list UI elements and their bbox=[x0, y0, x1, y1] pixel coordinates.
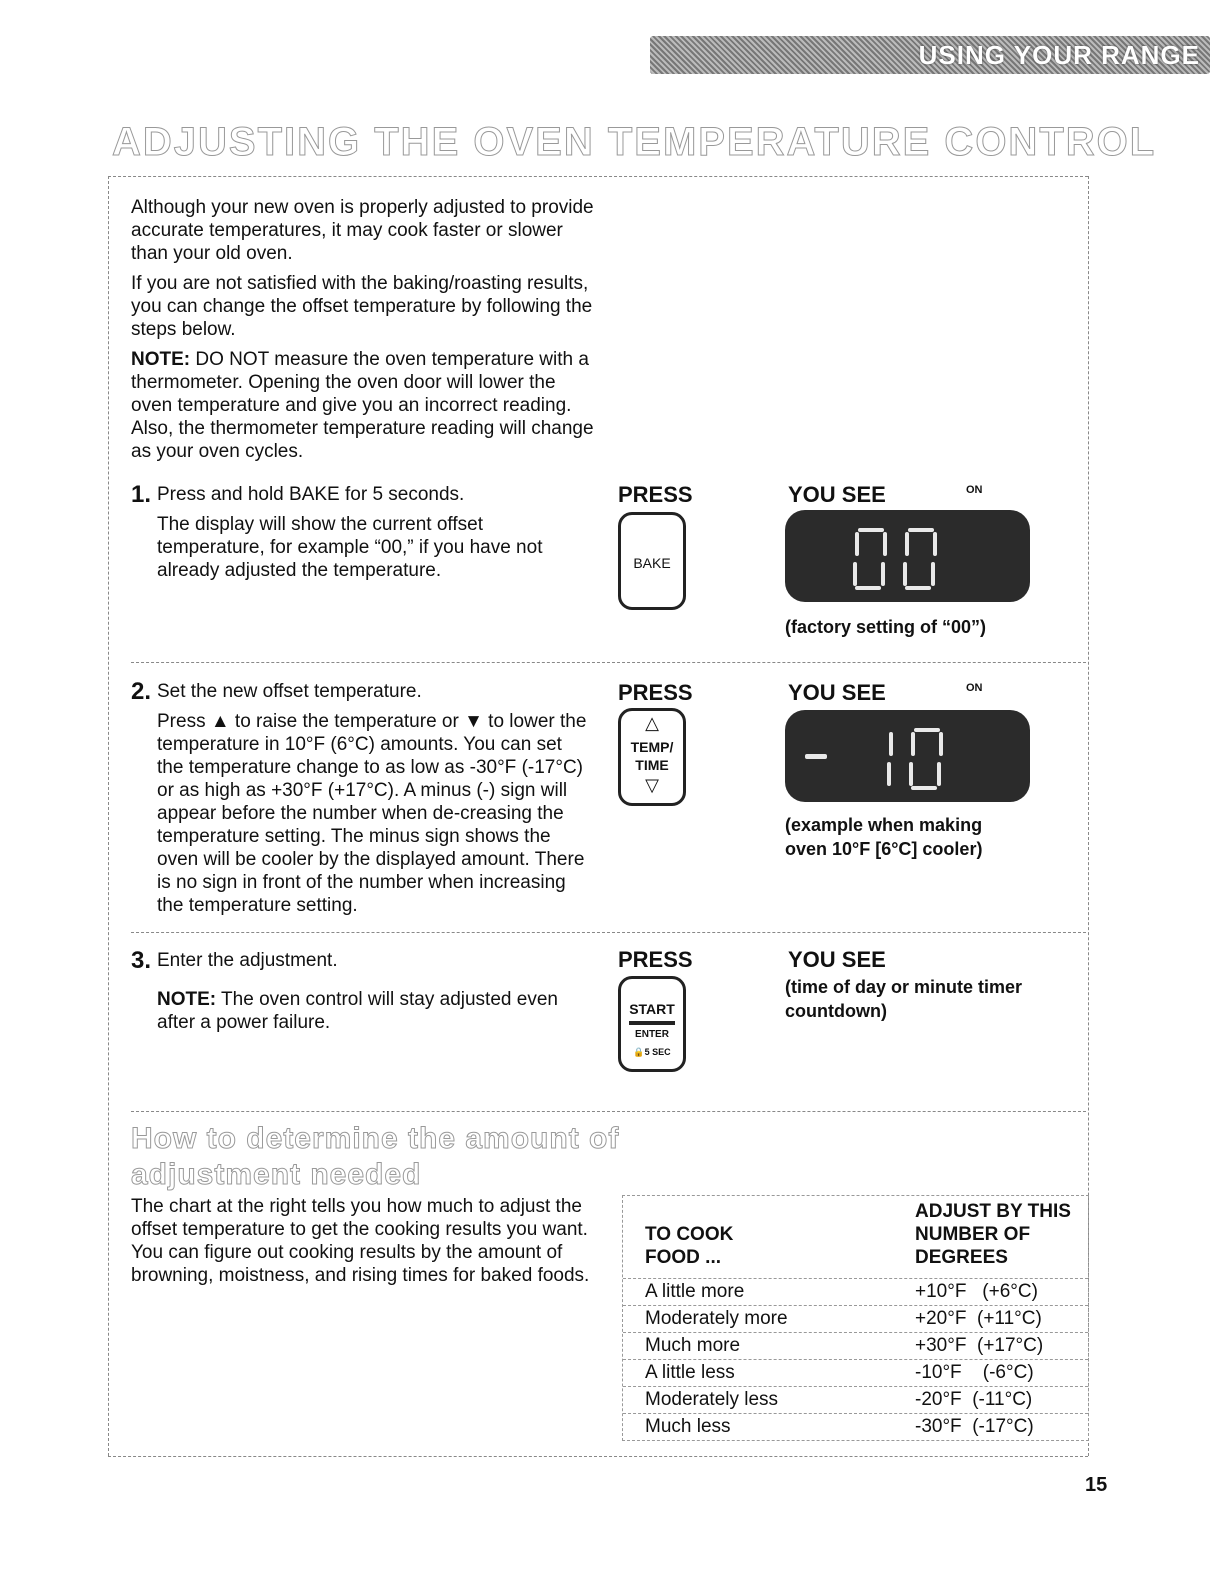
step-3-caption: (time of day or minute timer countdown) bbox=[785, 977, 1023, 1021]
note-text: DO NOT measure the oven temperature with a thermometer. Opening the oven door will lower the oven temperature and give you an incorrect reading. Also, the thermometer temperature reading will change as your oven cycles. bbox=[131, 349, 594, 462]
page-number: 15 bbox=[1085, 1474, 1108, 1496]
step-2-heading: Set the new offset temperature. bbox=[157, 681, 422, 702]
step-1-press-label: PRESS bbox=[618, 482, 693, 507]
step-2-body: Press ▲ to raise the temperature or ▼ to lower the temperature in 10°F (6°C) amounts. You can set the temperature change to as low as -30°F (-17°C) or as high as +30°F (+17°C). A minus (-) sign will appear before the number when de-creasing the temperature setting. The minus sign shows the oven will be cooler by the displayed amount. There is no sign in front of the number when increasing the temperature setting. bbox=[157, 711, 587, 916]
step-2-you-see-label: YOU SEE bbox=[788, 680, 886, 705]
row-degrees: +20°F (+11°C) bbox=[915, 1308, 1042, 1329]
page-title: ADJUSTING THE OVEN TEMPERATURE CONTROL bbox=[112, 120, 1157, 164]
segment bbox=[911, 732, 915, 756]
step-1-on-indicator: ON bbox=[966, 484, 983, 496]
frame-bottom bbox=[108, 1456, 1088, 1457]
row-food: Moderately more bbox=[645, 1308, 788, 1329]
step-1-heading: Press and hold BAKE for 5 seconds. bbox=[157, 484, 465, 505]
adjustment-table-header bbox=[623, 1196, 1088, 1278]
display-minus-10 bbox=[785, 710, 1030, 802]
step-divider-2 bbox=[131, 932, 1086, 933]
step-3-note bbox=[157, 988, 592, 1034]
segment bbox=[853, 562, 857, 586]
segment bbox=[881, 562, 885, 586]
section-2-title-line-1: How to determine the amount of bbox=[131, 1122, 620, 1155]
row-degrees: -10°F (-6°C) bbox=[915, 1362, 1034, 1383]
step-1-number: 1. bbox=[131, 481, 152, 508]
time-key-label: TIME bbox=[635, 757, 669, 773]
note-label: NOTE: bbox=[131, 349, 191, 370]
section-2-title-line-2: adjustment needed bbox=[131, 1158, 422, 1191]
table-row bbox=[623, 1278, 1088, 1305]
row-degrees: -30°F (-17°C) bbox=[915, 1416, 1034, 1437]
lock-5sec-label: 🔒5 SEC bbox=[633, 1047, 671, 1057]
lock-icon: 🔒 bbox=[633, 1047, 645, 1057]
segment bbox=[855, 532, 859, 556]
table-row bbox=[623, 1359, 1088, 1386]
minus-segment bbox=[805, 754, 827, 759]
start-key-label: START bbox=[629, 1001, 675, 1017]
intro bbox=[131, 196, 601, 470]
step-1-text bbox=[157, 483, 587, 589]
step-3-heading: Enter the adjustment. bbox=[157, 950, 338, 971]
row-degrees: +30°F (+17°C) bbox=[915, 1335, 1044, 1356]
col-adjust-by: ADJUST BY THIS NUMBER OF DEGREES bbox=[915, 1201, 1071, 1268]
step-3-note-text: The oven control will stay adjusted even after a power failure. bbox=[157, 989, 558, 1033]
row-degrees: -20°F (-11°C) bbox=[915, 1389, 1033, 1410]
segment bbox=[887, 762, 891, 786]
step-1-caption: (factory setting of “00”) bbox=[785, 617, 987, 637]
arrow-down-icon: ▽ bbox=[645, 775, 659, 795]
table-row bbox=[623, 1305, 1088, 1332]
arrow-up-icon: △ bbox=[645, 713, 659, 733]
temp-key-label: TEMP/ bbox=[630, 739, 674, 755]
section-2-body: The chart at the right tells you how much to adjust the offset temperature to get the cooking results you want. You can figure out cooking results by the amount of browning, moistness, and rising times for baked foods. bbox=[131, 1196, 590, 1286]
row-food: Much less bbox=[645, 1416, 731, 1437]
table-row bbox=[623, 1413, 1088, 1440]
segment bbox=[914, 728, 940, 732]
row-food: A little more bbox=[645, 1281, 745, 1302]
enter-key-label: ENTER bbox=[635, 1029, 669, 1040]
start-key-bar bbox=[629, 1021, 675, 1025]
segment bbox=[855, 586, 881, 590]
segment bbox=[931, 562, 935, 586]
segment bbox=[939, 732, 943, 756]
segment bbox=[909, 762, 913, 786]
step-3-press-label: PRESS bbox=[618, 947, 693, 972]
adjustment-table bbox=[622, 1195, 1089, 1441]
start-enter-key bbox=[618, 976, 686, 1072]
step-divider-1 bbox=[131, 662, 1086, 663]
segment bbox=[933, 532, 937, 556]
step-2-text bbox=[157, 680, 592, 924]
intro-paragraph-2: If you are not satisfied with the baking/roasting results, you can change the offset temperature by following the steps below. bbox=[131, 273, 593, 340]
segment bbox=[858, 528, 884, 532]
segment bbox=[883, 532, 887, 556]
step-2-press-label: PRESS bbox=[618, 680, 693, 705]
segment bbox=[889, 732, 893, 756]
intro-paragraph-1: Although your new oven is properly adjusted to provide accurate temperatures, it may cook faster or slower than your old oven. bbox=[131, 197, 594, 264]
row-food: Moderately less bbox=[645, 1389, 779, 1410]
segment bbox=[911, 786, 937, 790]
bake-key bbox=[618, 512, 686, 610]
segment bbox=[903, 562, 907, 586]
intro-note bbox=[131, 348, 601, 463]
segment bbox=[905, 532, 909, 556]
step-1-you-see-label: YOU SEE bbox=[788, 482, 886, 507]
segment bbox=[908, 528, 934, 532]
step-2-caption: (example when making oven 10°F [6°C] cooler) bbox=[785, 815, 983, 859]
bake-key-label: BAKE bbox=[633, 555, 671, 571]
row-food: Much more bbox=[645, 1335, 741, 1356]
step-3-note-label: NOTE: bbox=[157, 989, 217, 1010]
frame-top bbox=[108, 176, 1088, 177]
step-2-on-indicator: ON bbox=[966, 682, 983, 694]
step-3-you-see-label: YOU SEE bbox=[788, 947, 886, 972]
row-food: A little less bbox=[645, 1362, 735, 1383]
table-row bbox=[623, 1332, 1088, 1359]
step-divider-3 bbox=[131, 1111, 1086, 1112]
display-00 bbox=[785, 510, 1030, 602]
step-1-body: The display will show the current offset temperature, for example “00,” if you have not already adjusted the temperature. bbox=[157, 514, 543, 581]
table-row bbox=[623, 1386, 1088, 1413]
header-banner bbox=[650, 36, 1210, 74]
frame-left bbox=[108, 176, 109, 1456]
step-2-number: 2. bbox=[131, 678, 152, 705]
step-3-text bbox=[157, 949, 592, 1041]
step-3-number: 3. bbox=[131, 947, 152, 974]
segment bbox=[937, 762, 941, 786]
banner-title: USING YOUR RANGE bbox=[918, 40, 1200, 70]
col-to-cook-food: TO COOK FOOD ... bbox=[645, 1224, 734, 1268]
row-degrees: +10°F (+6°C) bbox=[915, 1281, 1038, 1302]
segment bbox=[905, 586, 931, 590]
temp-time-key bbox=[618, 708, 686, 806]
